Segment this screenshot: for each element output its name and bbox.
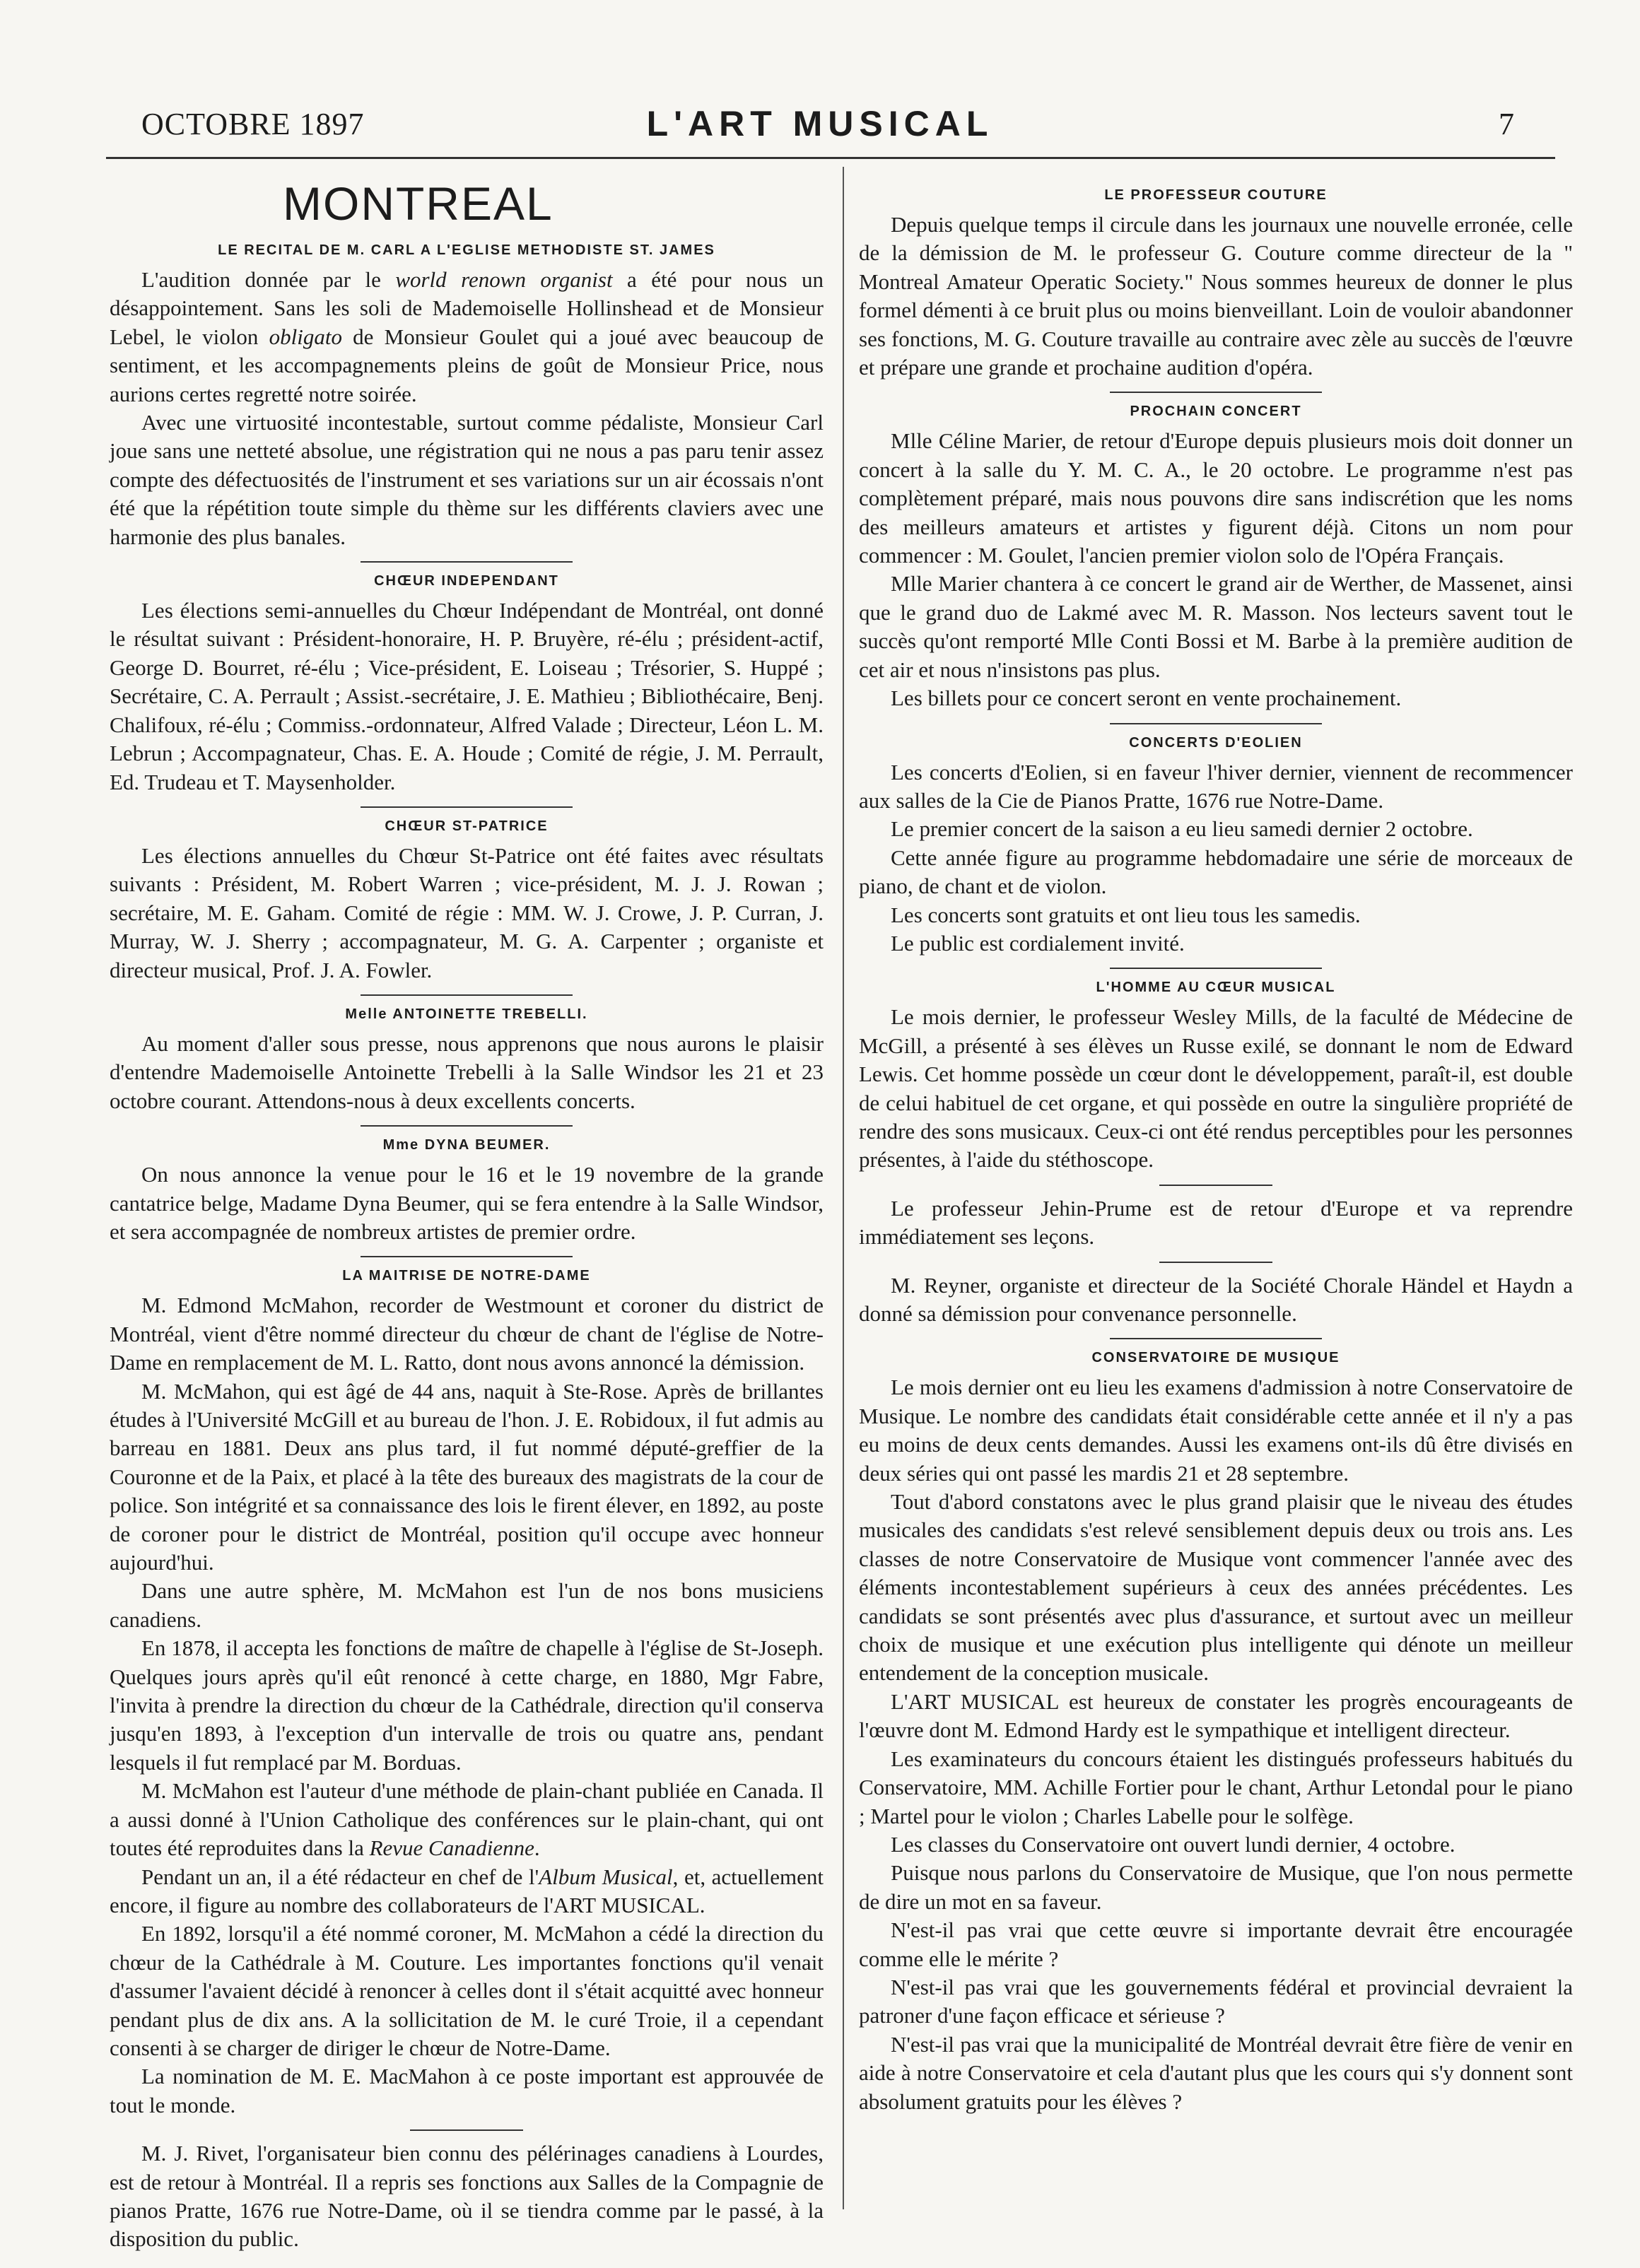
paragraph: Depuis quelque temps il circule dans les journaux une nouvelle erronée, celle de la démission de M. le professeur G. Couture comme directeur de la " Montreal Amateur Operatic Society." Nous sommes heureux de donner le plus formel démenti à ce bruit plus ou moins bienveillant. Loin de vouloir abandonner ses fonctions, M. G. Couture travaille au contraire avec zèle au succès de l'œuvre et prépare une grande et prochaine audition d'opéra. — [859, 212, 1573, 380]
paragraph: N'est-il pas vrai que les gouvernements fédéral et provincial devraient la patroner d'une façon efficace et sérieuse ? — [859, 1974, 1573, 2028]
paragraph: Le premier concert de la saison a eu lieu samedi dernier 2 octobre. — [891, 816, 1473, 842]
paragraph: Les élections semi-annuelles du Chœur Indépendant de Montréal, ont donné le résultat suivant : Président-honoraire, H. P. Bruyère, ré-élu ; président-actif, George D. Bourret, ré-élu ; Vice-président, E. Loiseau ; Trésorier, S. Huppé ; Secrétaire, C. A. Perrault ; Assist.-secrétaire, J. E. Mathieu ; Bibliothécaire, Benj. Chalifoux, ré-élu ; Commiss.-ordonnateur, Alfred Valade ; Directeur, Léon L. M. Lebrun ; Accompagnateur, Chas. E. A. Houde ; Comité de régie, J. M. Perrault, Ed. Trudeau et T. Maysenholder. — [110, 598, 824, 794]
paragraph: N'est-il pas vrai que cette œuvre si importante devrait être encouragée comme elle le mérite ? — [859, 1917, 1573, 1971]
paragraph: Le mois dernier ont eu lieu les examens d'admission à notre Conservatoire de Musique. Le nombre des candidats était considérable cette année et il n'y a pas eu moins de deux cents demandes. Aussi les examens ont-ils dû être divisés en deux séries qui ont passé les mardis 21 et 28 septembre. — [859, 1375, 1573, 1486]
separator — [361, 1256, 573, 1257]
section-title: LA MAITRISE DE NOTRE-DAME — [342, 1268, 591, 1284]
paragraph: Mlle Céline Marier, de retour d'Europe depuis plusieurs mois doit donner un concert à la salle du Y. M. C. A., le 20 octobre. Le programme n'est pas complètement préparé, mais nous pouvons dire sans indiscrétion que les noms des meilleurs amateurs et artistes y figurent déjà. Citons un nom pour commencer : M. Goulet, l'ancien premier violon solo de l'Opéra Français. — [859, 428, 1573, 568]
paragraph: L'audition donnée par le world renown organist a été pour nous un désappointement. Sans les soli de Mademoiselle Hollinshead et de Monsieur Lebel, le violon obligato de Monsieur Goulet qui a joué avec beaucoup de sentiment, et les accompagnements pleins de goût de Monsieur Price, nous aurions certes regretté notre soirée. — [110, 267, 824, 406]
section-title: Melle ANTOINETTE TREBELLI. — [345, 1006, 588, 1022]
paragraph: Les concerts sont gratuits et ont lieu tous les samedis. — [891, 902, 1361, 927]
separator — [361, 1125, 573, 1127]
paragraph: M. J. Rivet, l'organisateur bien connu des pélérinages canadiens à Lourdes, est de retour à Montréal. Il a repris ses fonctions aux Salles de la Compagnie de pianos Pratte, 1676 rue Notre-Dame, où il se tiendra comme par le passé, à la disposition du public. — [110, 2141, 824, 2252]
column-divider — [843, 167, 844, 2209]
section-title: CHŒUR INDEPENDANT — [374, 573, 559, 589]
paragraph: La nomination de M. E. MacMahon à ce poste important est approuvée de tout le monde. — [110, 2064, 824, 2117]
paragraph: Les concerts d'Eolien, si en faveur l'hiver dernier, viennent de recommencer aux salles de la Cie de Pianos Pratte, 1676 rue Notre-Dame. — [859, 759, 1573, 813]
paragraph: Les classes du Conservatoire ont ouvert lundi dernier, 4 octobre. — [891, 1831, 1456, 1857]
paragraph: Les examinateurs du concours étaient les distingués professeurs habitués du Conservatoire, MM. Achille Fortier pour le chant, Arthur Letondal pour le piano ; Martel pour le violon ; Charles Labelle pour le solfège. — [859, 1746, 1573, 1828]
section-title: CONCERTS D'EOLIEN — [1129, 734, 1303, 751]
paragraph: Pendant un an, il a été rédacteur en chef de l'Album Musical, et, actuellement encore, il figure au nombre des collaborateurs de l'ART MUSICAL. — [110, 1864, 824, 1917]
paragraph: En 1892, lorsqu'il a été nommé coroner, M. McMahon a cédé la direction du chœur de la Cathédrale à M. Couture. Les importantes fonctions qu'il venait d'assumer l'avaient décidé à renoncer à celles dont il s'était acquitté avec honneur pendant plus de dix ans. A la sollicitation de M. le curé Troie, il a cependant consenti à se charger de diriger le chœur de Notre-Dame. — [110, 1921, 824, 2060]
paragraph: M. Edmond McMahon, recorder de Westmount et coroner du district de Montréal, vient d'être nommé directeur du chœur de chant de l'église de Notre-Dame en remplacement de M. L. Ratto, dont nous avons annoncé la démission. — [110, 1293, 824, 1375]
paragraph: N'est-il pas vrai que la municipalité de Montréal devrait être fière de venir en aide à notre Conservatoire et cela d'autant plus que les cours qui s'y donnent sont absolument gratuits pour les élèves ? — [859, 2031, 1573, 2114]
separator — [361, 561, 573, 563]
separator — [410, 2129, 523, 2131]
section-title: LE PROFESSEUR COUTURE — [1104, 187, 1328, 203]
separator — [361, 806, 573, 808]
paragraph: Cette année figure au programme hebdomadaire une série de morceaux de piano, de chant et de violon. — [859, 845, 1573, 899]
right-column — [859, 177, 1573, 2116]
paragraph: Le mois dernier, le professeur Wesley Mills, de la faculté de Médecine de McGill, a présenté à ses élèves un Russe exilé, se donnant le nom de Edward Lewis. Cet homme possède un cœur dont le développement, paraît-il, est double de celui habituel de cet organe, et qui possède en outre la singulière propriété de rendre des sons musicaux. Ceux-ci ont été rendus perceptibles pour les personnes présentes, à l'aide du stéthoscope. — [859, 1004, 1573, 1173]
paragraph: Dans une autre sphère, M. McMahon est l'un de nos bons musiciens canadiens. — [110, 1578, 824, 1632]
section-title: CHŒUR ST-PATRICE — [385, 818, 549, 834]
section-title: Mme DYNA BEUMER. — [382, 1137, 551, 1153]
paragraph: En 1878, il accepta les fonctions de maître de chapelle à l'église de St-Joseph. Quelques jours après qu'il eût renoncé à cette charge, en 1880, Mgr Fabre, l'invita à prendre la direction du chœur de la Cathédrale, direction qu'il conserva jusqu'en 1893, à l'exception d'un intervalle de trois ou quatre ans, pendant lesquels il fut remplacé par M. Borduas. — [110, 1635, 824, 1775]
paragraph: Le professeur Jehin-Prume est de retour d'Europe et va reprendre immédiatement ses leçons. — [859, 1195, 1573, 1250]
paragraph: Tout d'abord constatons avec le plus grand plaisir que le niveau des études musicales des candidats s'est relevé sensiblement depuis deux ou trois ans. Les classes de notre Conservatoire de Musique vont commencer l'année avec des éléments incontestablement supérieurs à ceux des années précédentes. Les candidats se sont présentés avec plus d'assurance, et surtout avec un meilleur choix de musique et une exécution plus intelligente qui dénote un meilleur entendement de la conception musicale. — [859, 1489, 1573, 1686]
separator — [1110, 723, 1322, 724]
page-number: 7 — [1499, 107, 1514, 141]
paragraph: Puisque nous parlons du Conservatoire de Musique, que l'on nous permette de dire un mot en sa faveur. — [859, 1860, 1573, 1914]
paragraph: Avec une virtuosité incontestable, surtout comme pédaliste, Monsieur Carl joue sans une netteté absolue, une régistration qui ne nous a pas paru tenir assez compte des défectuosités de l'instrument et ses variations sur un air écossais n'ont été que la répétition toute simple du thème sur les différents claviers avec une harmonie des plus banales. — [110, 410, 824, 549]
separator — [1110, 1338, 1322, 1339]
paragraph: Les billets pour ce concert seront en vente prochainement. — [891, 686, 1402, 711]
newspaper-title: L'ART MUSICAL — [646, 104, 994, 143]
separator — [1110, 392, 1322, 393]
paragraph: M. Reyner, organiste et directeur de la Société Chorale Händel et Haydn a donné sa démission pour convenance personnelle. — [859, 1272, 1573, 1326]
paragraph: On nous annonce la venue pour le 16 et le 19 novembre de la grande cantatrice belge, Madame Dyna Beumer, qui se fera entendre à la Salle Windsor, et sera accompagnée de nombreux artistes de premier ordre. — [110, 1162, 824, 1244]
paragraph: Le public est cordialement invité. — [891, 930, 1185, 956]
section-title: CONSERVATOIRE DE MUSIQUE — [1091, 1350, 1340, 1366]
paragraph: Les élections annuelles du Chœur St-Patrice ont été faites avec résultats suivants : Président, M. Robert Warren ; vice-président, M. J. J. Rowan ; secrétaire, M. E. Gaham. Comité de régie : MM. W. J. Crowe, J. P. Curran, J. Murray, W. J. Sherry ; accompagnateur, M. G. A. Carpenter ; organiste et directeur musical, Prof. J. A. Fowler. — [110, 842, 824, 982]
section-title: L'HOMME AU CŒUR MUSICAL — [1096, 980, 1336, 996]
separator — [1159, 1262, 1272, 1263]
header-date: OCTOBRE 1897 — [141, 107, 365, 141]
header-rule — [106, 157, 1555, 159]
paragraph: Au moment d'aller sous presse, nous apprenons que nous aurons le plaisir d'entendre Mademoiselle Antoinette Trebelli à la Salle Windsor les 21 et 23 octobre courant. Attendons-nous à deux excellents concerts. — [110, 1030, 824, 1113]
paragraph: L'ART MUSICAL est heureux de constater les progrès encourageants de l'œuvre dont M. Edmond Hardy est le sympathique et intelligent directeur. — [859, 1688, 1573, 1743]
paragraph: M. McMahon, qui est âgé de 44 ans, naquit à Ste-Rose. Après de brillantes études à l'Université McGill et au bureau de l'hon. J. E. Robidoux, il fut admis au barreau en 1881. Deux ans plus tard, il fut nommé député-greffier de la Couronne et de la Paix, et placé à la tête des bureaux des magistrats de la cour de police. Son intégrité et sa connaissance des lois le firent élever, en 1892, au poste de coroner pour le district de Montréal, position qu'il occupe avec honneur aujourd'hui. — [110, 1378, 824, 1575]
separator — [1159, 1185, 1272, 1186]
section-title: LE RECITAL DE M. CARL A L'EGLISE METHODISTE ST. JAMES — [218, 242, 715, 258]
separator — [1110, 968, 1322, 969]
paragraph: M. McMahon est l'auteur d'une méthode de plain-chant publiée en Canada. Il a aussi donné à l'Union Catholique des conférences sur le plain-chant, qui ont toutes été reproduites dans la Revue Canadienne. — [110, 1778, 824, 1861]
separator — [361, 994, 573, 996]
section-title: PROCHAIN CONCERT — [1130, 404, 1302, 420]
left-column — [110, 177, 824, 2254]
paragraph: Mlle Marier chantera à ce concert le grand air de Werther, de Massenet, ainsi que le grand duo de Lakmé avec M. R. Masson. Nos lecteurs savent tout le succès qu'ont remporté Mlle Conti Bossi et M. Barbe à la première audition de cet air et nous n'insistons pas plus. — [859, 571, 1573, 682]
section-masthead: MONTREAL — [283, 177, 554, 230]
